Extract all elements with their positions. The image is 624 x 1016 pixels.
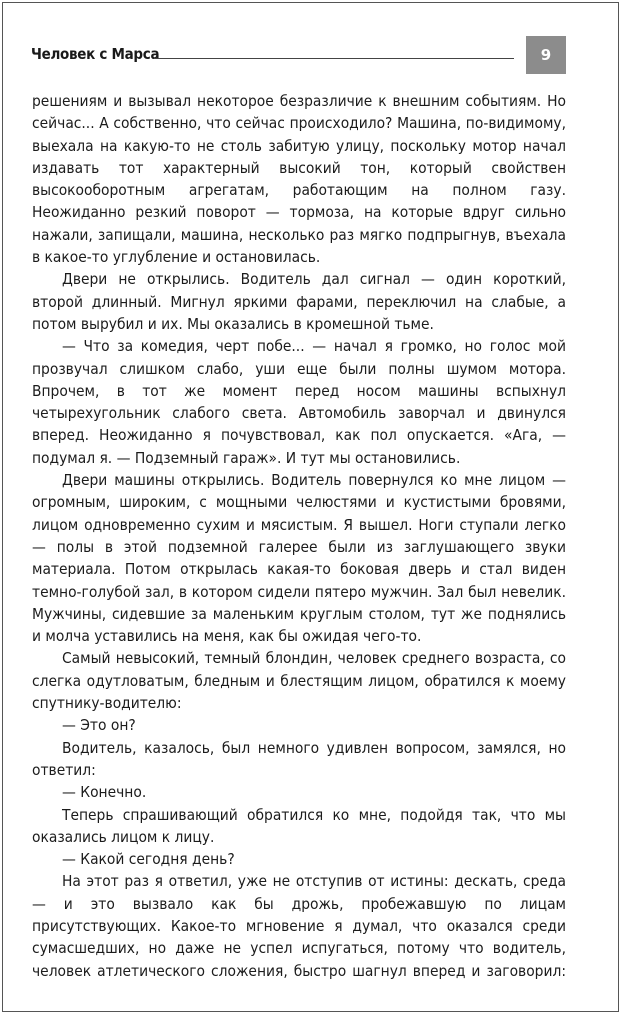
paragraph: Водитель, казалось, был немного удивлен вопросом, замялся, но ответил: <box>32 738 566 779</box>
paragraph: Двери не открылись. Водитель дал сигнал — один короткий, второй длинный. Мигнул яркими фарами, переключил на слабые, а потом вырубил и их. Мы оказались в кромешной тьме. <box>32 270 566 333</box>
dialogue-line: — Конечно. <box>62 783 147 802</box>
dialogue-line: — Какой сегодня день? <box>62 850 235 869</box>
paragraph: На этот раз я ответил, уже не отступив от истины: дескать, среда — и это вызвало как бы дрожь, пробежавшую по лицам присутствующих. Какое-то мгновение я думал, что оказался среди сумасшедших, но даже не успел испугаться, потому что водитель, человек атлетического сложения, быстро шагнул вперед и заговорил: <box>32 872 566 980</box>
header-rule <box>154 58 514 59</box>
page-number: 9 <box>526 36 566 74</box>
paragraph: решениям и вызывал некоторое безразличие к внешним событиям. Но сейчас... А собственно, что сейчас происходило? Машина, по-видимому, выехала на какую-то не столь забитую улицу, поскольку мотор начал издавать тот характерный высокий тон, который свойствен высокооборотным агрегатам, работающим на полном газу. Неожиданно резкий поворот — тормоза, на которые вдруг сильно нажали, запищали, машина, несколько раз мягко подпрыгнув, въехала в какое-то углубление и остановилась. <box>32 92 566 267</box>
body-text <box>32 90 566 982</box>
paragraph: Самый невысокий, темный блондин, человек среднего возраста, со слегка одутловатым, бледным и блестящим лицом, обратился к моему спутнику-водителю: <box>32 649 566 713</box>
paragraph: Теперь спрашивающий обратился ко мне, подойдя так, что мы оказались лицом к лицу. <box>32 805 566 846</box>
running-title: Человек с Марса <box>31 45 160 63</box>
paragraph: Двери машины открылись. Водитель повернулся ко мне лицом — огромным, широким, с мощными челюстями и кустистыми бровями, лицом одновременно сухим и мясистым. Я вышел. Ноги ступали легко — полы в этой подземной галерее были из заглушающего звуки материала. Потом открылась какая-то боковая дверь и стал виден темно-голубой зал, в котором сидели пятеро мужчин. Зал был невелик. Мужчины, сидевшие за маленьким круглым столом, тут же поднялись и молча уставились на меня, как бы ожидая чего-то. <box>32 471 566 646</box>
running-header <box>31 36 566 74</box>
paragraph: — Что за комедия, черт побе... — начал я громко, но голос мой прозвучал слишком слабо, уши еще были полны шумом мотора. Впрочем, в тот же момент перед носом машины вспыхнул четырехугольник слабого света. Автомобиль заворчал и двинулся вперед. Неожиданно я почувствовал, как пол опускается. «Ага, — подумал я. — Подземный гараж». И тут мы остановились. <box>32 337 566 467</box>
dialogue-line: — Это он? <box>62 716 136 735</box>
